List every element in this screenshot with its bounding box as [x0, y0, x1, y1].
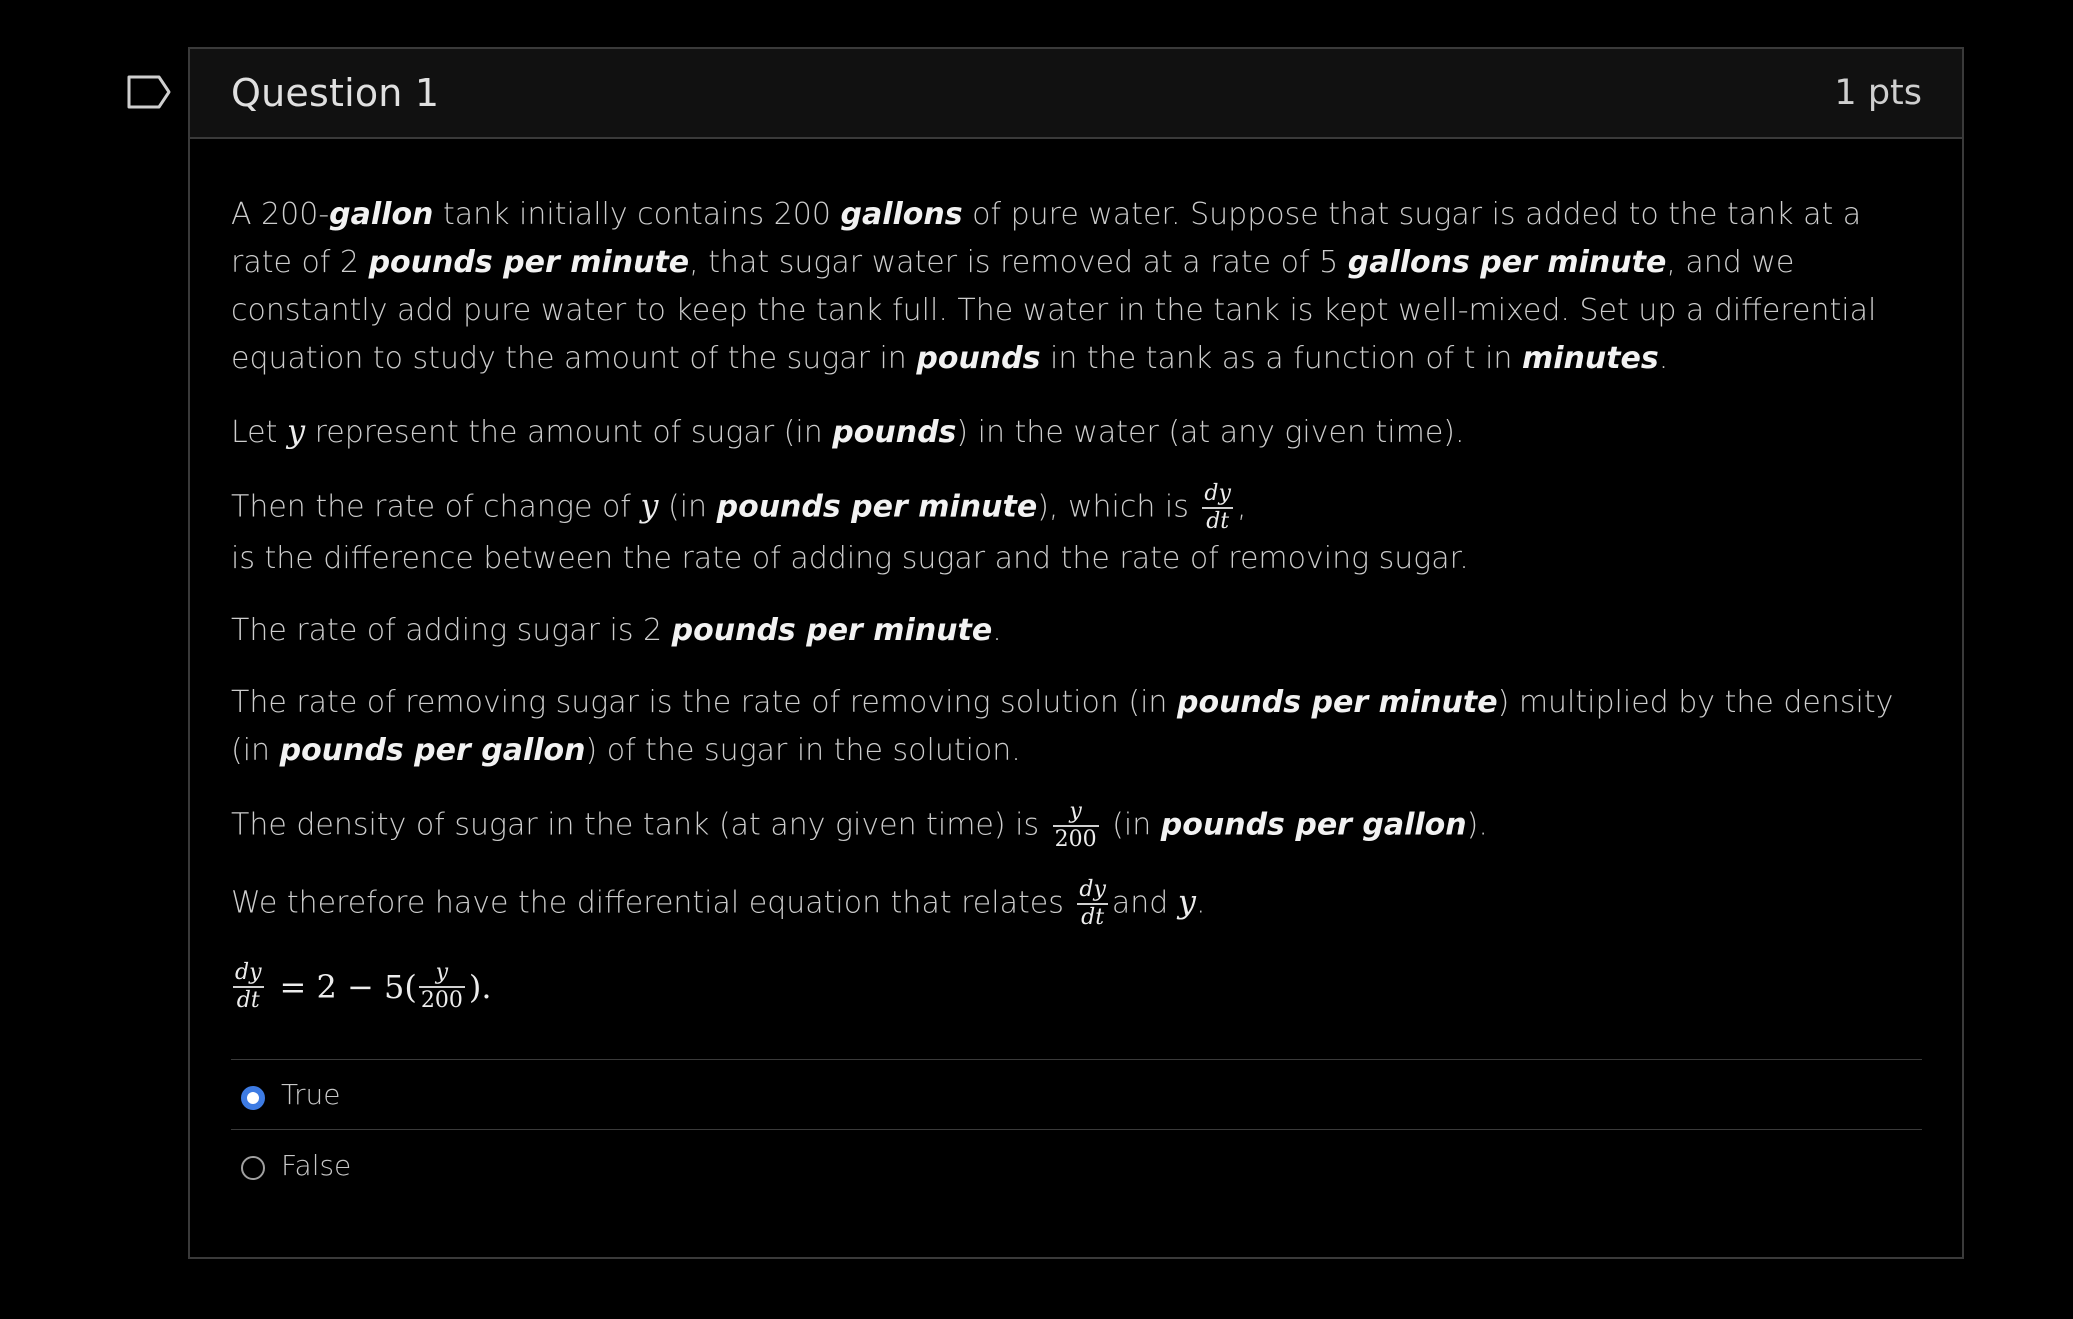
question-card [188, 47, 1964, 1259]
math-var-y: y [1177, 882, 1196, 921]
density-text: The density of sugar in the tank (at any given time) is $\frac{y}{200}$ (in pounds per gallon). [231, 799, 1488, 852]
radio-button-selected[interactable] [241, 1086, 265, 1110]
answer-label: True [281, 1078, 341, 1111]
math-var-y: y [286, 412, 306, 450]
removing-rate-text: The rate of removing sugar is the rate of removing solution (in pounds per minute) multiplied by the density (in pounds per gallon) of the sugar in the solution. [231, 685, 1894, 768]
adding-rate-text: The rate of adding sugar is 2 pounds per minute. [231, 613, 1002, 648]
answer-options [231, 1059, 1922, 1200]
conclusion-text: We therefore have the differential equation that relates $\frac{dy}{dt}$ and y. [231, 877, 1206, 930]
equation-tail: ). [468, 968, 492, 1006]
fraction-y-200: $\frac{y}{200}$ [420, 960, 463, 1013]
fraction-dy-dt: $\frac{dy}{dt}$ [1079, 877, 1106, 930]
fraction-y-200: $\frac{y}{200}$ [1054, 799, 1097, 852]
rate-of-change-text: Then the rate of change of y (in pounds per minute), which is $\frac{dy}{dt}$ , is the difference between the rate of adding sugar and the rate of removing sugar. [231, 481, 1469, 576]
radio-button[interactable] [241, 1156, 265, 1180]
question-body [190, 139, 1962, 1200]
fraction-dy-dt: $\frac{dy}{dt}$ [1204, 481, 1231, 534]
fraction-dy-dt: $\frac{dy}{dt}$ [235, 960, 262, 1013]
answer-option-false[interactable] [231, 1130, 1922, 1200]
variable-definition: Let y represent the amount of sugar (in pounds) in the water (at any given time). [231, 412, 1465, 450]
differential-equation [231, 955, 1922, 1019]
equation-rhs: = 2 − 5( [279, 968, 417, 1006]
flag-question-icon[interactable] [126, 74, 172, 110]
question-title: Question 1 [231, 71, 440, 115]
answer-label: False [281, 1148, 352, 1182]
answer-option-true[interactable] [231, 1060, 1922, 1130]
problem-statement: A 200-gallon tank initially contains 200 gallons of pure water. Suppose that sugar is added to the tank at a rate of 2 pounds per minute, that sugar water is removed at a rate of 5 gallons per minute, and we constantly add pure water to keep the tank full. The water in the tank is kept well-mixed. Set up a differential equation to study the amount of the sugar in pounds in the tank as a function of t in minutes. [231, 197, 1877, 376]
question-header [190, 49, 1962, 139]
question-points: 1 pts [1834, 73, 1922, 113]
math-var-y: y [640, 486, 659, 525]
